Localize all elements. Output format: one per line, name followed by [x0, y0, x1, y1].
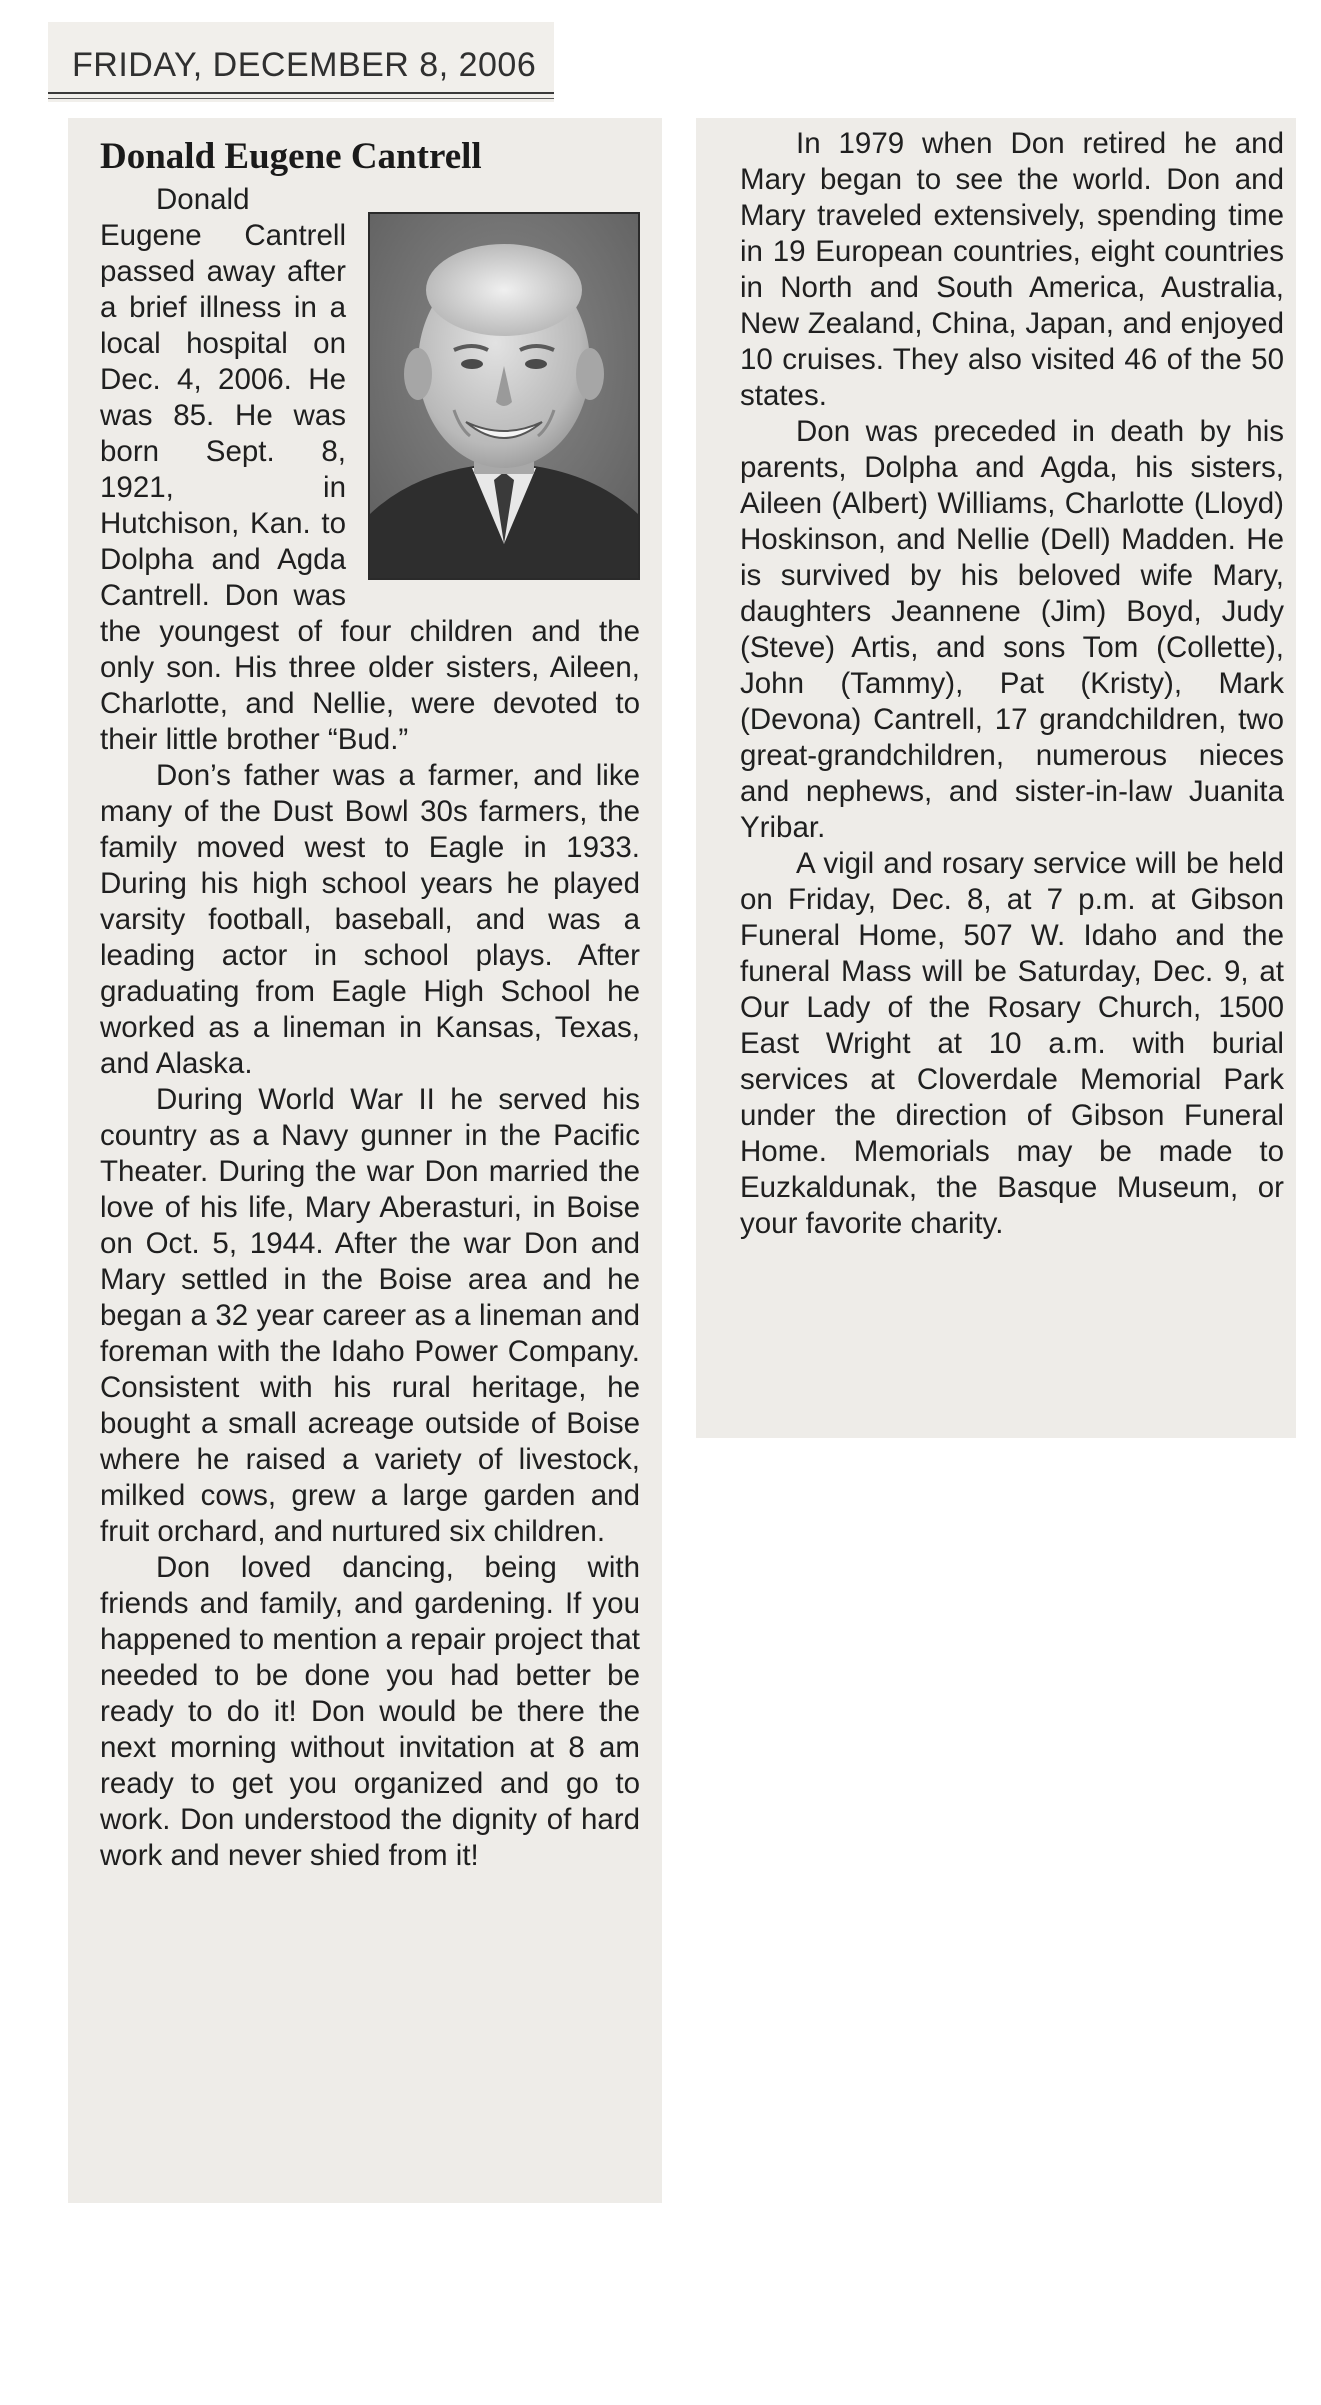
paragraph-left-3: During World War II he served his country as a Navy gunner in the Pacific Theater. During the war Don married the love of his life, Mary Aberasturi, in Boise on Oct. 5, 1944. After the war Don and Mary settled in the Boise area and he began a 32 year career as a lineman and foreman with the Idaho Power Company. Consistent with his rural heritage, he bought a small acreage outside of Boise where he raised a variety of livestock, milked cows, grew a large garden and fruit orchard, and nurtured six children.: [100, 1083, 640, 1548]
dateline-text: FRIDAY, DECEMBER 8, 2006: [72, 46, 537, 84]
dateline-rule-bottom: [48, 98, 554, 99]
portrait-figure: [370, 214, 638, 578]
dateline-banner: [48, 22, 554, 102]
dateline-rule-top: [48, 92, 554, 94]
paragraph-left-2: Don’s father was a farmer, and like many of the Dust Bowl 30s farmers, the family moved west to Eagle in 1933. During his high school years he played varsity football, baseball, and was a leading actor in school plays. After graduating from Eagle High School he worked as a lineman in Kansas, Texas, and Alaska.: [100, 759, 640, 1080]
paragraph-right-1: In 1979 when Don retired he and Mary began to see the world. Don and Mary traveled extensively, spending time in 19 European countries, eight countries in North and South America, Australia, New Zealand, China, Japan, and enjoyed 10 cruises. They also visited 46 of the 50 states.: [740, 127, 1284, 412]
paragraph-right-2: Don was preceded in death by his parents, Dolpha and Agda, his sisters, Aileen (Albert) Williams, Charlotte (Lloyd) Hoskinson, and Nellie (Dell) Madden. He is survived by his beloved wife Mary, daughters Jeannene (Jim) Boyd, Judy (Steve) Artis, and sons Tom (Collette), John (Tammy), Pat (Kristy), Mark (Devona) Cantrell, 17 grandchildren, two great-grandchildren, numerous nieces and nephews, and sister-in-law Juanita Yribar.: [740, 415, 1284, 844]
obituary-headline: Donald Eugene Cantrell: [100, 136, 482, 177]
paragraph-right-3: A vigil and rosary service will be held on Friday, Dec. 8, at 7 p.m. at Gibson Funeral Home, 507 W. Idaho and the funeral Mass will be Saturday, Dec. 9, at Our Lady of the Rosary Church, 1500 East Wright at 10 a.m. with burial services at Cloverdale Memorial Park under the direction of Gibson Funeral Home. Memorials may be made to Euzkaldunak, the Basque Museum, or your favorite charity.: [740, 847, 1284, 1240]
portrait-photo: [368, 212, 640, 580]
paragraph-left-1: Donald Eugene Cantrell passed away after a brief illness in a local hospital on Dec. 4, 2006. He was 85. He was born Sept. 8, 1921, in Hutchison, Kan. to Dolpha and Agda Cantrell. Don was the youngest of four children and the only son. His three older sisters, Aileen, Charlotte, and Nellie, were devoted to their little brother “Bud.”: [100, 183, 640, 756]
obituary-column-left: [68, 118, 662, 2203]
paragraph-left-4: Don loved dancing, being with friends and family, and gardening. If you happened to mention a repair project that needed to be done you had better be ready to do it! Don would be there the next morning without invitation at 8 am ready to get you organized and go to work. Don understood the dignity of hard work and never shied from it!: [100, 1551, 640, 1872]
obituary-column-right: [696, 118, 1296, 1438]
